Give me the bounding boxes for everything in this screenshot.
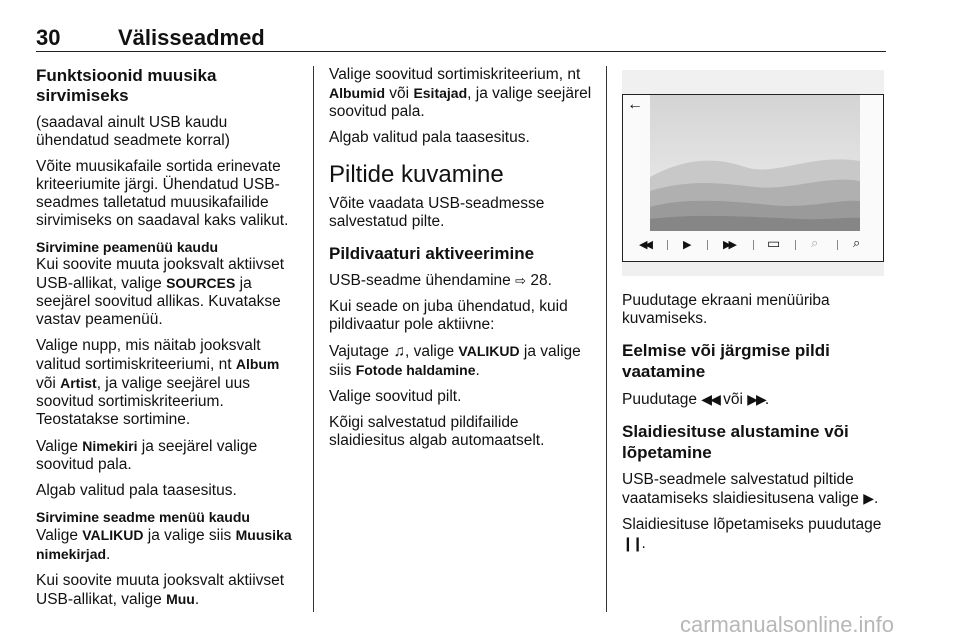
viewer-toolbar — [623, 231, 883, 261]
term-valikud: VALIKUD — [458, 343, 520, 359]
paragraph: Valige nupp, mis näitab jooksvalt valitud sortimiskriteeriumi, nt Album või Artist, ja valige seejärel uus soovitud sortimiskriteerium. Teostatakse sortimine. — [36, 337, 280, 428]
term-muu: Muu — [166, 591, 195, 607]
subheading-slideshow: Slaidiesituse alustamine või lõpetamine — [622, 422, 849, 462]
section-heading-music-browse: Funktsioonid muusika sirvimiseks — [36, 66, 217, 105]
zoom-out-icon[interactable]: ⌕ — [811, 235, 819, 250]
column-1 — [36, 66, 302, 617]
pause-icon: ❙❙ — [622, 535, 642, 551]
next-icon[interactable]: ▶▶ — [723, 239, 734, 251]
paragraph: Kui soovite muuta jooksvalt aktiivset USB-allikat, valige SOURCES ja seejärel soovitud allikas. Kuvatakse vastav peamenüü. — [36, 256, 285, 328]
fit-screen-icon[interactable]: ▭ — [767, 235, 781, 251]
subheading-viewer-activation: Pildivaaturi aktiveerimine — [329, 244, 535, 263]
next-icon: ▶▶ — [747, 391, 765, 407]
term-album: Album — [235, 356, 280, 372]
mountain-landscape-image — [650, 95, 860, 231]
play-icon[interactable]: ▶ — [683, 239, 692, 251]
paragraph: Kui seade on juba ühendatud, kuid pildivaatur pole aktiivne: — [329, 298, 568, 333]
term-nimekiri: Nimekiri — [82, 438, 138, 454]
term-music-lists: Muusika nimekirjad — [36, 527, 292, 562]
paragraph: Algab valitud pala taasesitus. — [36, 482, 237, 499]
term-sources: SOURCES — [166, 275, 236, 291]
paragraph: Valige Nimekiri ja seejärel valige soovitud pala. — [36, 438, 258, 473]
back-arrow-icon[interactable]: ← — [627, 96, 643, 113]
column-3 — [622, 292, 888, 561]
play-icon: ▶ — [863, 490, 875, 506]
viewer-screen — [622, 94, 884, 262]
term-albumid: Albumid — [329, 85, 385, 101]
previous-icon[interactable]: ◀◀ — [639, 239, 650, 251]
page-reference-arrow-icon: ⇨ — [515, 273, 527, 288]
term-esitajad: Esitajad — [413, 85, 468, 101]
chapter-title: Välisseadmed — [118, 25, 265, 50]
paragraph: Vajutage ♫, valige VALIKUD ja valige siis Fotode haldamine. — [329, 343, 581, 379]
term-artist: Artist — [60, 375, 97, 391]
paragraph: Puudutage ekraani menüüriba kuvamiseks. — [622, 292, 830, 327]
paragraph: USB-seadmele salvestatud piltide vaatamiseks slaidiesitusena valige ▶. — [622, 471, 879, 507]
watermark: carmanualsonline.info — [680, 612, 895, 637]
paragraph: Algab valitud pala taasesitus. — [329, 129, 530, 146]
toolbar-separator — [707, 240, 708, 250]
zoom-in-icon[interactable]: ⌕ — [853, 235, 861, 250]
paragraph: Valige soovitud pilt. — [329, 388, 462, 405]
toolbar-separator — [753, 240, 754, 250]
toolbar-separator — [795, 240, 796, 250]
column-divider-2 — [606, 66, 607, 612]
column-divider-1 — [313, 66, 314, 612]
subheading-device-menu: Sirvimine seadme menüü kaudu — [36, 509, 250, 525]
paragraph: Valige VALIKUD ja valige siis Muusika nimekirjad. — [36, 527, 292, 563]
paragraph: Võite vaadata USB-seadmesse salvestatud pilte. — [329, 195, 545, 230]
column-2 — [329, 66, 595, 458]
landscape-photo — [650, 95, 860, 231]
music-note-icon: ♫ — [393, 343, 405, 360]
paragraph: Võite muusikafaile sortida erinevate kriteeriumite järgi. Ühendatud USB-seadmes talletatud muusikafailide sirvimiseks on saadaval kaks valikut. — [36, 158, 289, 229]
page-header — [36, 26, 886, 52]
picture-viewer-illustration — [622, 70, 884, 276]
term-valikud: VALIKUD — [82, 527, 144, 543]
term-photo-management: Fotode haldamine — [355, 362, 476, 378]
subheading-main-menu: Sirvimine peamenüü kaudu — [36, 239, 219, 255]
section-heading-pictures: Piltide kuvamine — [329, 161, 504, 188]
paragraph: Kui soovite muuta jooksvalt aktiivset USB-allikat, valige Muu. — [36, 572, 285, 608]
paragraph: Kõigi salvestatud pildifailide slaidiesitus algab automaatselt. — [329, 414, 545, 449]
paragraph: Puudutage ◀◀ või ▶▶. — [622, 391, 770, 408]
paragraph: USB-seadme ühendamine ⇨ 28. — [329, 272, 552, 289]
previous-icon: ◀◀ — [701, 391, 719, 407]
paragraph: Valige soovitud sortimiskriteerium, nt Albumid või Esitajad, ja valige seejärel soovitud pala. — [329, 66, 592, 120]
paragraph: (saadaval ainult USB kaudu ühendatud seadmete korral) — [36, 114, 230, 149]
subheading-prev-next-picture: Eelmise või järgmise pildi vaatamine — [622, 341, 830, 381]
page-number: 30 — [36, 25, 61, 50]
paragraph: Slaidiesituse lõpetamiseks puudutage ❙❙. — [622, 516, 882, 552]
toolbar-separator — [837, 240, 838, 250]
toolbar-separator — [667, 240, 668, 250]
